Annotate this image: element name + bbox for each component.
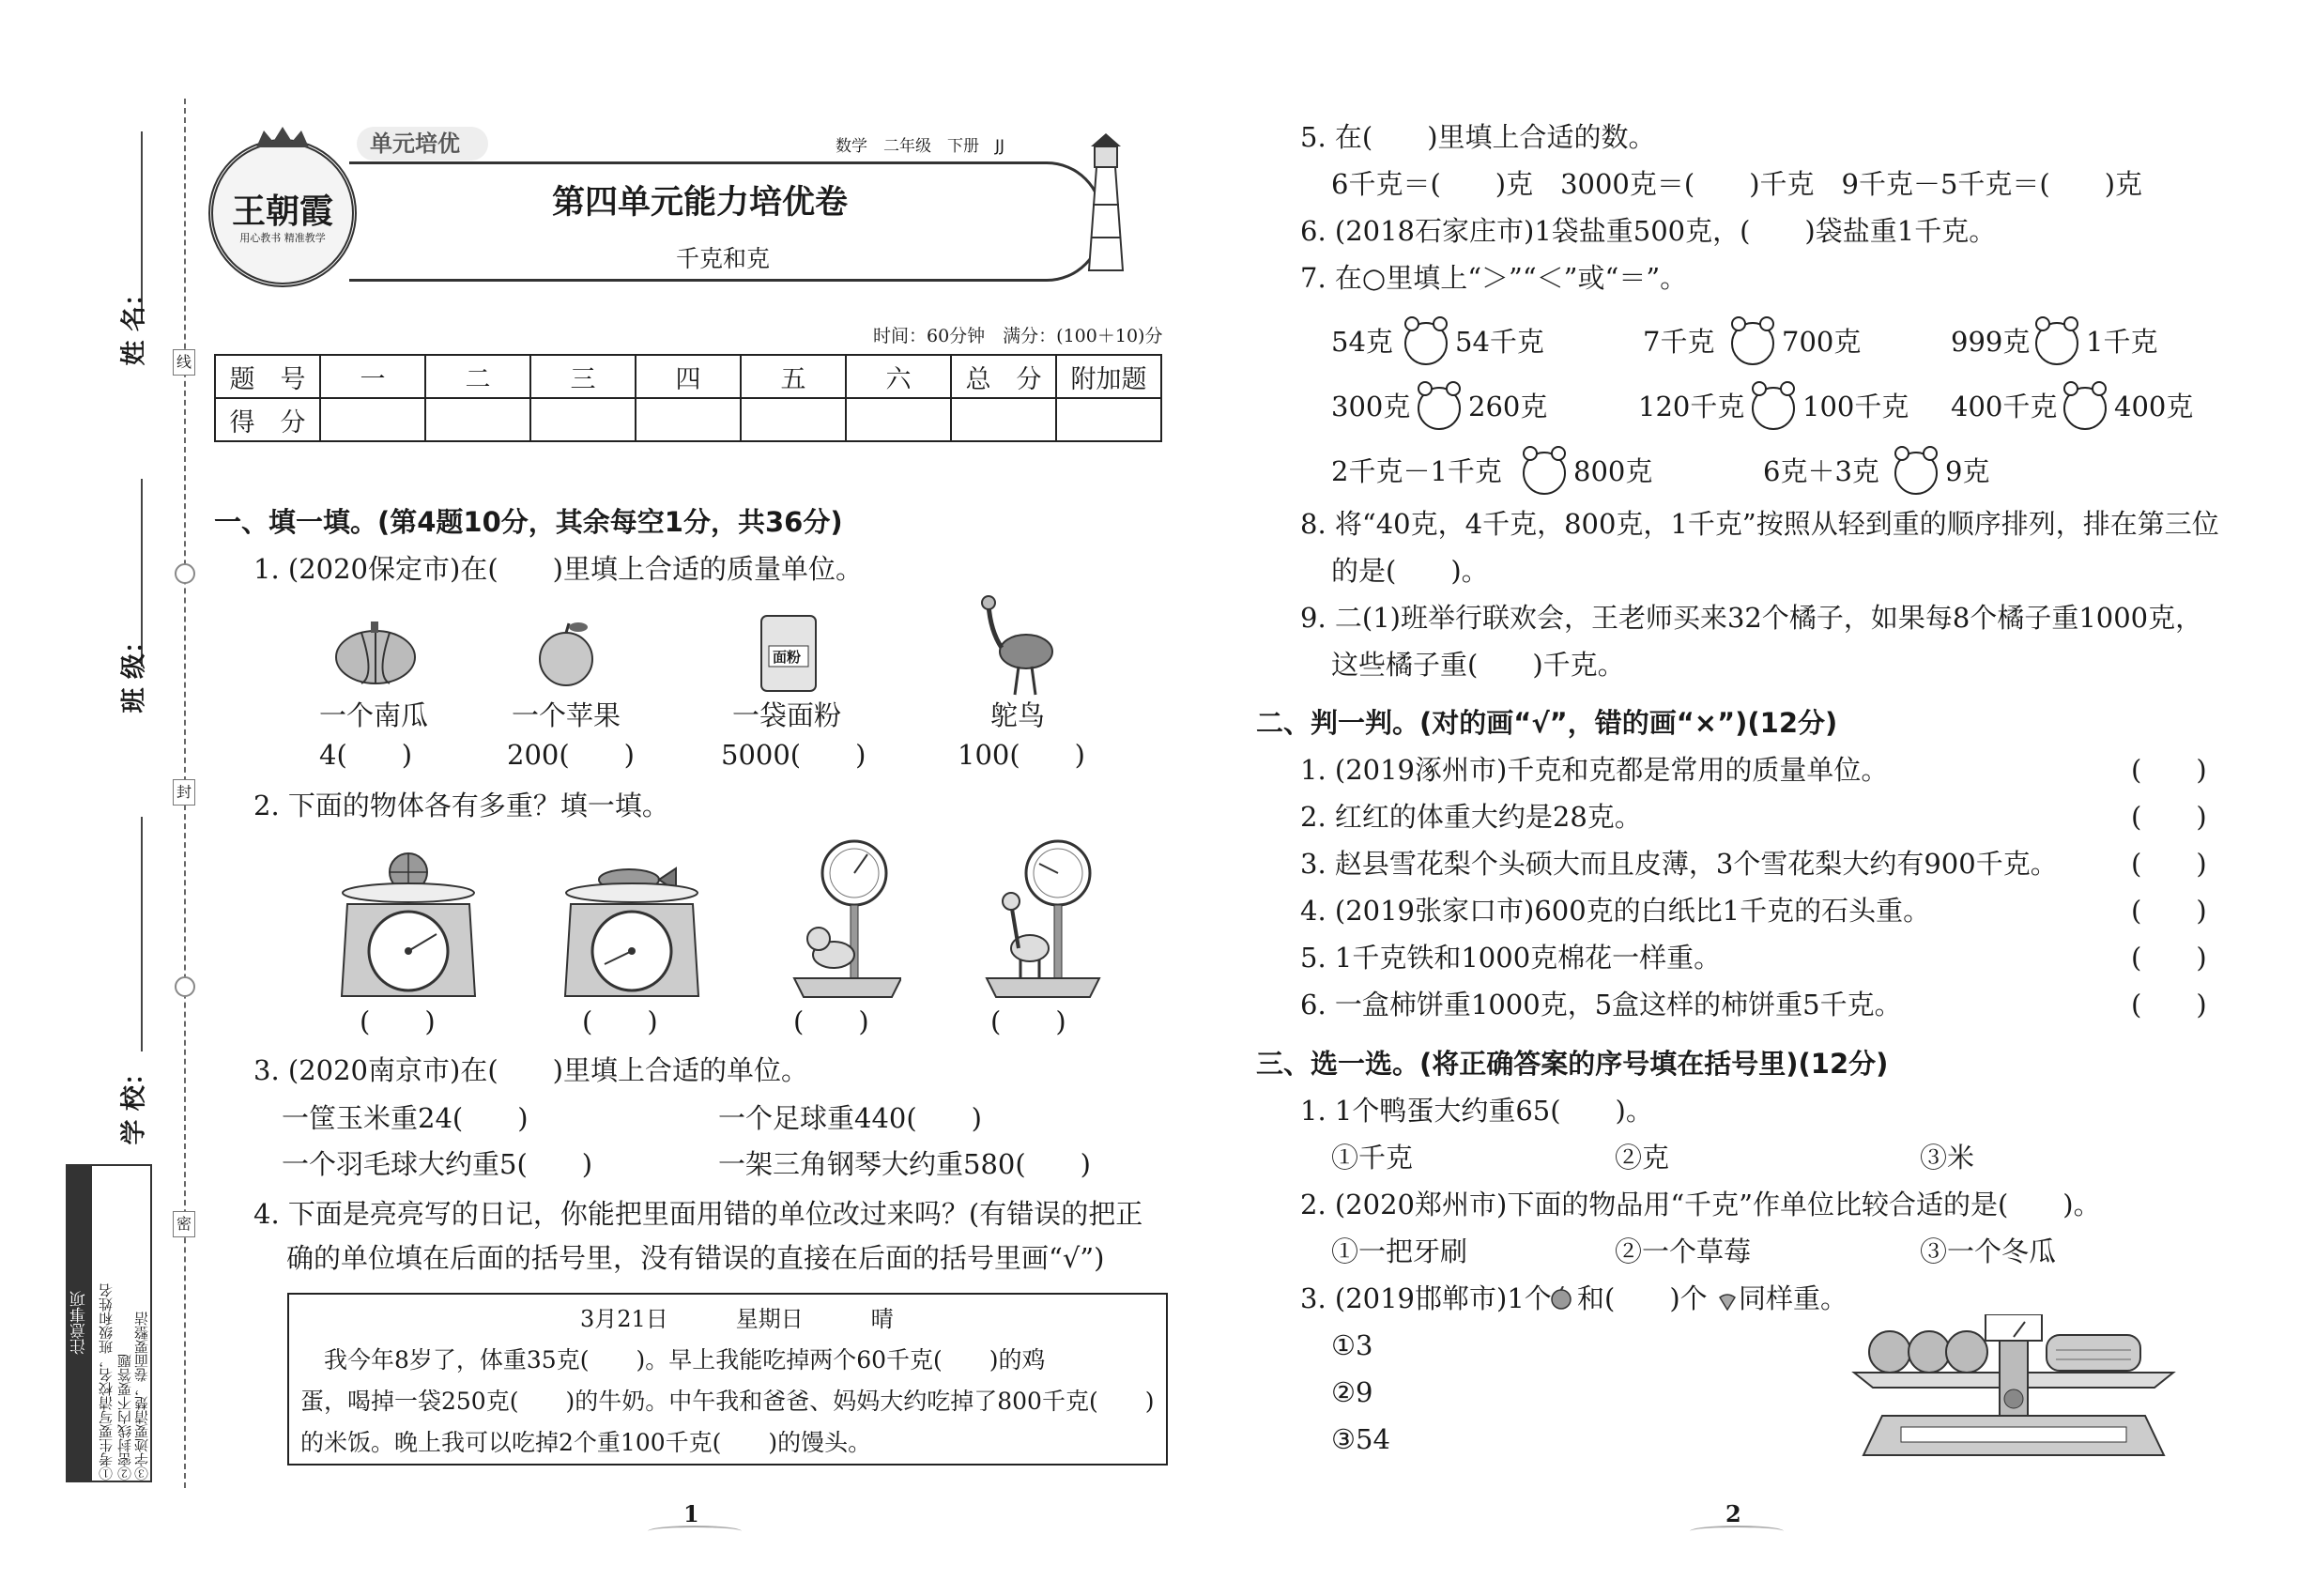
ostrich-icon (972, 593, 1056, 700)
class-label: 班 级： (119, 628, 149, 714)
compare-circle[interactable] (1752, 387, 1795, 430)
question-2: 2. 下面的物体各有多重？填一填。 (253, 790, 669, 821)
judge-item: 5. 1千克铁和1000克棉花一样重。 (1300, 942, 1722, 974)
fill-item[interactable]: 一架三角钢琴大约重580( ) (718, 1148, 1091, 1180)
cut-mark-2: 封 (173, 779, 195, 806)
compare-right: 400克 (2114, 391, 2194, 422)
compare-right: 700克 (1782, 326, 1862, 358)
compare-left: 120千克 (1638, 391, 1745, 422)
compare-left: 400千克 (1951, 391, 2058, 422)
judge-blank[interactable]: ( ) (2131, 754, 2207, 786)
school-label: 学 校： (119, 1060, 149, 1145)
section-3-title: 三、选一选。(将正确答案的序号填在括号里)(12分) (1256, 1048, 1889, 1080)
side-ornament-1 (175, 563, 195, 584)
compare-right: 54千克 (1455, 326, 1544, 358)
choice-option: ③一个冬瓜 (1920, 1235, 2057, 1267)
score-cell: 三 (530, 355, 636, 398)
answer-blank[interactable]: ( ) (360, 1005, 436, 1037)
choice-question-3: 3. (2019邯郸市)1个 (1300, 1282, 1552, 1314)
judge-item: 1. (2019涿州市)千克和克都是常用的质量单位。 (1300, 754, 1889, 786)
judge-blank[interactable]: ( ) (2131, 942, 2207, 974)
score-cell: 二 (425, 355, 530, 398)
question-5: 5. 在( )里填上合适的数。 (1300, 121, 1656, 153)
compare-right: 9克 (1945, 455, 1990, 487)
page-title: 第四单元能力培优卷 (552, 184, 849, 222)
compare-right: 1千克 (2086, 326, 2158, 358)
compare-left: 7千克 (1643, 326, 1715, 358)
compare-left: 300克 (1331, 391, 1411, 422)
judge-item: 3. 赵县雪花梨个头硕大而且皮薄，3个雪花梨大约有900千克。 (1300, 848, 2058, 880)
answer-blank[interactable]: 200( ) (507, 739, 635, 771)
header-meta: 数学 二年级 下册 JJ (836, 137, 1005, 156)
choice-option: ②克 (1615, 1142, 1670, 1174)
diary-heading: 3月21日 星期日 晴 (580, 1306, 894, 1332)
choice-option: ③54 (1331, 1423, 1390, 1455)
kitchen-scale-fish-icon (561, 859, 702, 1004)
notes-item-3: ③字迹要清楚，卷面要整洁 (133, 1312, 150, 1481)
score-input[interactable] (1056, 398, 1161, 441)
score-cell: 一 (320, 355, 425, 398)
compare-circle[interactable] (2035, 322, 2078, 365)
question-3: 3. (2020南京市)在( )里填上合适的单位。 (253, 1054, 808, 1086)
page-number-2: 2 (1725, 1500, 1741, 1527)
brand-sub: 用心教书 精准教学 (239, 232, 326, 244)
item-name: 一个南瓜 (319, 699, 429, 731)
compare-circle[interactable] (1894, 452, 1938, 495)
balance-scale-icon (1845, 1314, 2183, 1468)
score-table-header-row (215, 355, 1161, 398)
platform-scale-deer-icon (981, 837, 1103, 1005)
compare-right: 260克 (1468, 391, 1548, 422)
choice-question-3-mid[interactable]: 和( )个 (1577, 1282, 1708, 1314)
judge-blank[interactable]: ( ) (2131, 801, 2207, 833)
side-ornament-2 (175, 976, 195, 997)
flour-bag-label: 面粉 (773, 649, 802, 666)
fill-item[interactable]: 一筐玉米重24( ) (282, 1102, 529, 1134)
flour-bag-icon (756, 608, 821, 697)
judge-item: 6. 一盒柿饼重1000克，5盒这样的柿饼重5千克。 (1300, 989, 1902, 1021)
answer-blank[interactable]: 4( ) (319, 739, 413, 771)
score-cell: 六 (846, 355, 951, 398)
choice-option: ②一个草莓 (1615, 1235, 1752, 1267)
compare-left: 54克 (1331, 326, 1393, 358)
compare-right: 100千克 (1802, 391, 1909, 422)
compare-left: 999克 (1951, 326, 2031, 358)
score-input[interactable] (636, 398, 741, 441)
answer-blank[interactable]: ( ) (793, 1005, 869, 1037)
score-input[interactable] (741, 398, 846, 441)
notes-title: 注意事项 (68, 1166, 92, 1481)
compare-circle[interactable] (1523, 452, 1566, 495)
page-subtitle: 千克和克 (676, 245, 771, 272)
fill-row[interactable]: 6千克＝( )克 3000克＝( )千克 9千克－5千克＝( )克 (1331, 168, 2143, 200)
choice-question-3-end: 同样重。 (1739, 1282, 1848, 1314)
compare-circle[interactable] (1731, 322, 1774, 365)
question-8: 8. 将“40克，4千克，800克，1千克”按照从轻到重的顺序排列，排在第三位 (1300, 508, 2219, 540)
page-number-1: 1 (683, 1500, 699, 1527)
question-4: 4. 下面是亮亮写的日记，你能把里面用错的单位改过来吗？(有错误的把正 (253, 1198, 1143, 1230)
score-cell: 四 (636, 355, 741, 398)
compare-circle[interactable] (2063, 387, 2107, 430)
question-8-cont[interactable]: 的是( )。 (1331, 555, 1489, 587)
item-name: 鸵鸟 (990, 699, 1046, 731)
score-cell: 题 号 (215, 355, 320, 398)
cut-mark-3: 密 (173, 1211, 195, 1237)
series-tag (357, 127, 488, 161)
fill-item[interactable]: 一个羽毛球大约重5( ) (282, 1148, 593, 1180)
brand-crown-icon (254, 125, 311, 149)
score-input[interactable] (846, 398, 951, 441)
answer-blank[interactable]: ( ) (582, 1005, 658, 1037)
brand-name: 王朝霞 (231, 192, 333, 231)
item-name: 一袋面粉 (732, 699, 842, 731)
section-1-title: 一、填一填。(第4题10分，其余每空1分，共36分) (214, 506, 843, 538)
item-name: 一个苹果 (512, 699, 621, 731)
question-1: 1. (2020保定市)在( )里填上合适的质量单位。 (253, 553, 863, 585)
brand-logo (208, 139, 357, 287)
score-table-score-row (215, 398, 1161, 441)
question-9-cont[interactable]: 这些橘子重( )千克。 (1331, 649, 1625, 681)
question-4-cont: 确的单位填在后面的括号里，没有错误的直接在后面的括号里画“√”) (286, 1242, 1105, 1274)
question-9: 9. 二(1)班举行联欢会，王老师买来32个橘子，如果每8个橘子重1000克， (1300, 602, 2203, 634)
score-cell: 总 分 (951, 355, 1056, 398)
question-6: 6. (2018石家庄市)1袋盐重500克，( )袋盐重1千克。 (1300, 215, 1997, 247)
diary-line[interactable]: 我今年8岁了，体重35克( )。早上我能吃掉两个60千克( )的鸡 (300, 1346, 1046, 1373)
notes-box (66, 1164, 152, 1482)
choice-option: ①一把牙刷 (1331, 1235, 1468, 1267)
score-input[interactable] (320, 398, 425, 441)
choice-option: ②9 (1331, 1376, 1373, 1408)
judge-blank[interactable]: ( ) (2131, 848, 2207, 880)
question-7: 7. 在○里填上“＞”“＜”或“＝”。 (1300, 262, 1688, 294)
apple-small-icon (1549, 1286, 1573, 1314)
notes-item-1: ①考生要写清校名，班级和姓名 (98, 1283, 115, 1481)
diary-box (287, 1293, 1168, 1466)
compare-circle[interactable] (1404, 322, 1448, 365)
answer-blank[interactable]: 5000( ) (721, 739, 866, 771)
page-ornament-2 (1690, 1526, 1784, 1537)
platform-scale-dog-icon (789, 837, 901, 1005)
judge-item: 2. 红红的体重大约是28克。 (1300, 801, 1642, 833)
score-cell: 附加题 (1056, 355, 1161, 398)
choice-option: ③米 (1920, 1142, 1975, 1174)
lighthouse-icon (1078, 130, 1134, 284)
judge-blank[interactable]: ( ) (2131, 895, 2207, 927)
answer-blank[interactable]: ( ) (990, 1005, 1066, 1037)
score-input[interactable] (425, 398, 530, 441)
judge-blank[interactable]: ( ) (2131, 989, 2207, 1021)
school-underline[interactable] (141, 817, 143, 1051)
pumpkin-icon (333, 620, 418, 689)
score-table (214, 354, 1162, 442)
compare-left: 6克＋3克 (1763, 455, 1879, 487)
diary-line[interactable]: 蛋，喝掉一袋250克( )的牛奶。中午我和爸爸、妈妈大约吃掉了800千克( ) (300, 1388, 1155, 1415)
compare-circle[interactable] (1418, 387, 1461, 430)
score-cell: 五 (741, 355, 846, 398)
diary-line[interactable]: 的米饭。晚上我可以吃掉2个重100千克( )的馒头。 (300, 1429, 872, 1456)
choice-question-1[interactable]: 1. 1个鸭蛋大约重65( )。 (1300, 1095, 1653, 1127)
compare-left: 2千克－1千克 (1331, 455, 1502, 487)
apple-icon (533, 620, 599, 691)
fill-item[interactable]: 一个足球重440( ) (718, 1102, 982, 1134)
exam-time: 时间：60分钟 满分：(100＋10)分 (873, 326, 1163, 346)
score-cell: 得 分 (215, 398, 320, 441)
score-input[interactable] (951, 398, 1056, 441)
choice-question-2[interactable]: 2. (2020郑州市)下面的物品用“千克”作单位比较合适的是( )。 (1300, 1189, 2101, 1220)
page-ornament-1 (648, 1526, 742, 1537)
series-label: 单元培优 (370, 130, 460, 157)
answer-blank[interactable]: 100( ) (958, 739, 1085, 771)
strawberry-small-icon (1718, 1290, 1737, 1314)
cut-mark-1: 线 (173, 349, 195, 376)
kitchen-scale-ball-icon (338, 850, 479, 1004)
compare-right: 800克 (1573, 455, 1653, 487)
score-input[interactable] (530, 398, 636, 441)
section-2-title: 二、判一判。(对的画“√”，错的画“×”)(12分) (1256, 707, 1838, 739)
notes-item-2: ②密封线内不要答题 (116, 1354, 133, 1481)
choice-option: ①3 (1331, 1329, 1373, 1361)
choice-option: ①千克 (1331, 1142, 1414, 1174)
name-label: 姓 名： (119, 281, 149, 366)
judge-item: 4. (2019张家口市)600克的白纸比1千克的石头重。 (1300, 895, 1931, 927)
